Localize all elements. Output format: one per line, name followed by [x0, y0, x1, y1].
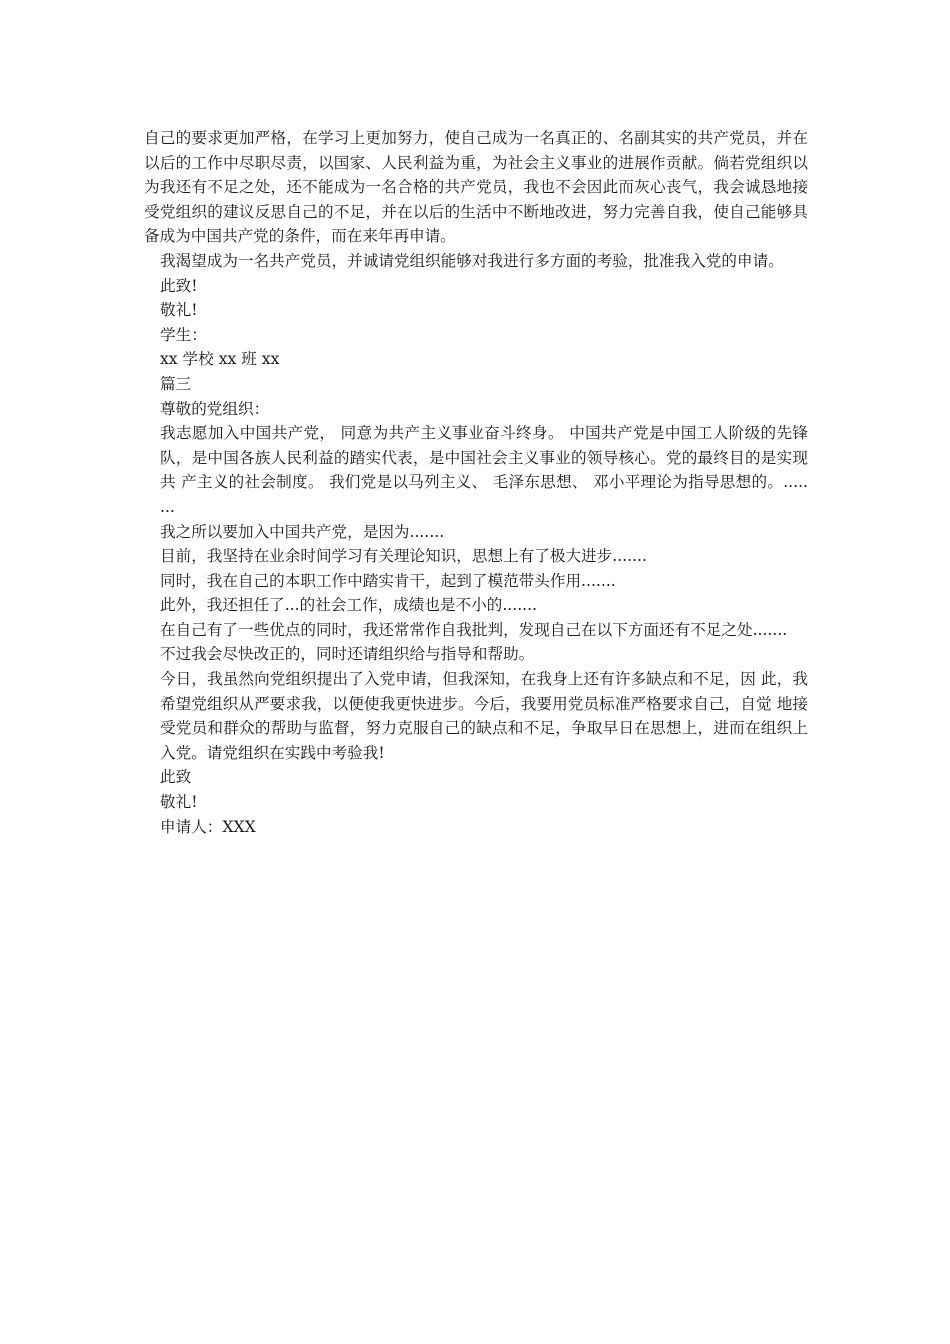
- paragraph-work: 同时，我在自己的本职工作中踏实肯干，起到了模范带头作用.......: [160, 571, 616, 590]
- paragraph-study: 目前，我坚持在业余时间学习有关理论知识，思想上有了极大进步.......: [160, 547, 647, 566]
- document-body: [144, 126, 808, 839]
- paragraph-improve: 不过我会尽快改正的，同时还请组织给与指导和帮助。: [160, 645, 535, 664]
- section-heading: 篇三: [160, 374, 192, 393]
- closing-regards: 敬礼!: [160, 301, 198, 320]
- paragraph-continuation: 自己的要求更加严格，在学习上更加努力，使自己成为一名真正的、名副其实的共产党员，并在以后的工作中尽职尽责，以国家、人民利益为重，为社会主义事业的进展作贡献。倘若党组织以为我还有不足之处，还不能成为一名合格的共产党员，我也不会因此而灰心丧气，我会诚恳地接受党组织的建议反思自己的不足，并在以后的生活中不断地改进，努力完善自我，使自己能够具备成为中国共产党的条件，而在来年再申请。: [144, 129, 808, 246]
- paragraph-shortcomings: 在自己有了一些优点的同时，我还常常作自我批判，发现自己在以下方面还有不足之处.......: [160, 620, 788, 639]
- paragraph-intro: 我志愿加入中国共产党， 同意为共产主义事业奋斗终身。 中国共产党是中国工人阶级的先锋 队，是中国各族人民利益的踏实代表，是中国社会主义事业的领导核心。党的最终目的是实现共 产主义的社会制度。 我们党是以马列主义、 毛泽东思想、 邓小平理论为指导思想的。..... ...: [160, 424, 808, 516]
- signature-school: xx 学校 xx 班 xx: [160, 350, 280, 369]
- closing-salutation-2: 此致: [160, 768, 192, 787]
- paragraph-reason: 我之所以要加入中国共产党，是因为.......: [160, 522, 445, 541]
- paragraph-social: 此外，我还担任了...的社会工作，成绩也是不小的.......: [160, 596, 538, 615]
- paragraph-desire: 我渴望成为一名共产党员，并诚请党组织能够对我进行多方面的考验，批准我入党的申请。: [160, 251, 784, 270]
- greeting: 尊敬的党组织：: [160, 399, 270, 418]
- signature-label: 学生：: [160, 325, 207, 344]
- applicant-signature: 申请人：XXX: [160, 817, 256, 836]
- closing-regards-2: 敬礼!: [160, 793, 198, 812]
- closing-salutation: 此致!: [160, 276, 198, 295]
- paragraph-commitment: 今日，我虽然向党组织提出了入党申请，但我深知，在我身上还有许多缺点和不足，因 此，我希望党组织从严要求我，以便使我更快进步。今后，我要用党员标准严格要求自己，自觉 地接受党员和群众的帮助与监督，努力克服自己的缺点和不足，争取早日在思想上，进而在组织上入党。请党组织在实践中考验我!: [160, 670, 808, 762]
